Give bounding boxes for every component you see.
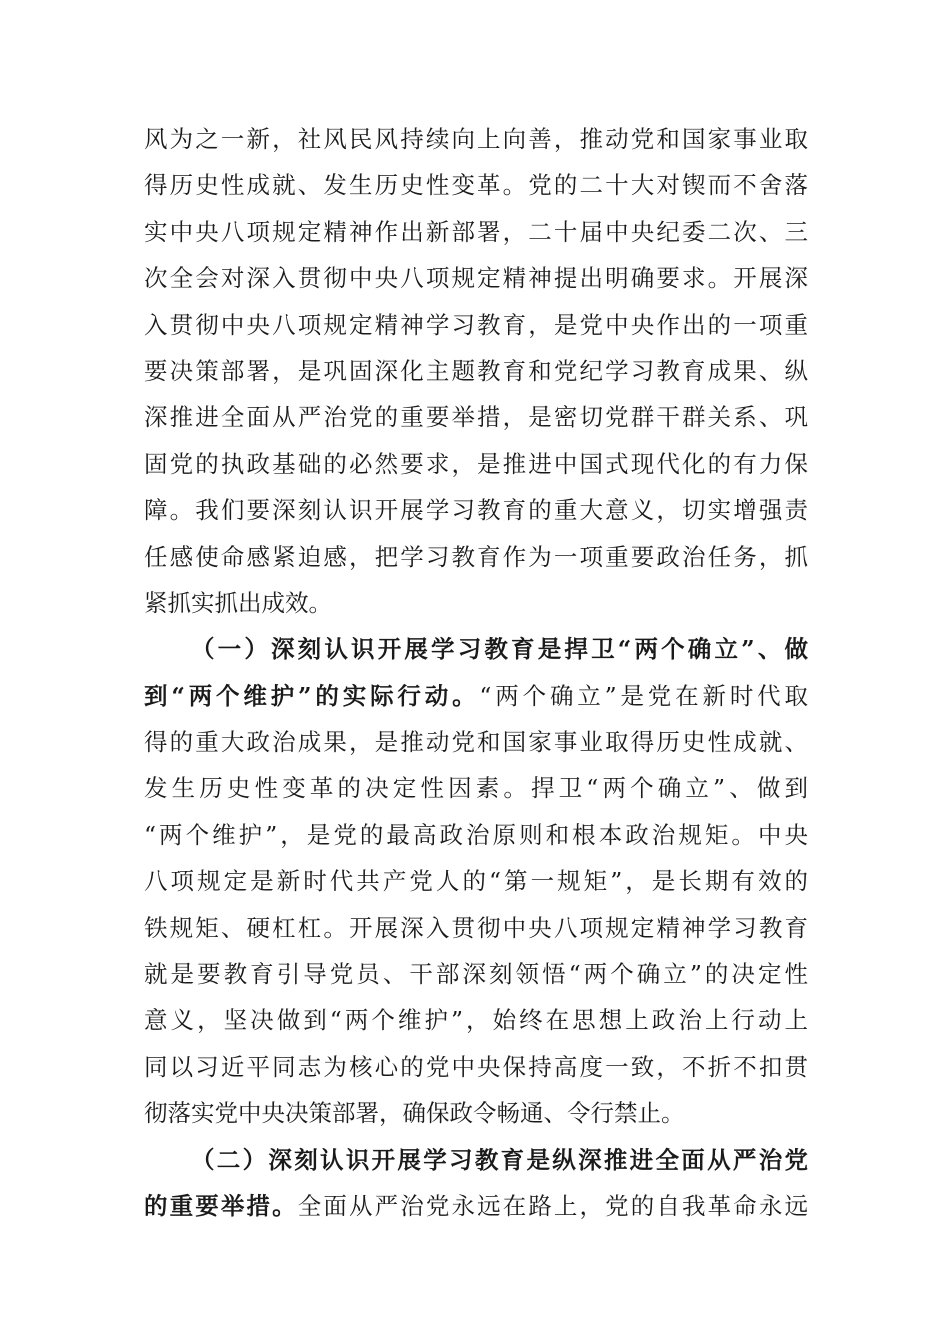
text-line: 紧抓实抓出成效。 <box>144 588 332 617</box>
section-one <box>144 626 808 1136</box>
text-line: 八项规定是新时代共产党人的“第一规矩”，是长期有效的 <box>144 867 808 896</box>
section-heading: （二）深刻认识开展学习教育是纵深推进全面从严治党 <box>191 1145 808 1174</box>
text-line: 铁规矩、硬杠杠。开展深入贯彻中央八项规定精神学习教育 <box>144 913 808 942</box>
section-text: “两个确立”是党在新时代取 <box>479 681 808 710</box>
text-line: 任感使命感紧迫感，把学习教育作为一项重要政治任务，抓 <box>144 542 808 571</box>
text-line: 得历史性成就、发生历史性变革。党的二十大对锲而不舍落 <box>144 171 808 200</box>
section-two <box>144 1137 808 1230</box>
text-line: 次全会对深入贯彻中央八项规定精神提出明确要求。开展深 <box>144 264 808 293</box>
text-line: 发生历史性变革的决定性因素。捍卫“两个确立”、做到 <box>144 774 808 803</box>
text-line: 固党的执政基础的必然要求，是推进中国式现代化的有力保 <box>144 449 808 478</box>
text-line <box>144 1183 808 1229</box>
text-line: 同以习近平同志为核心的党中央保持高度一致，不折不扣贯 <box>144 1052 808 1081</box>
text-line: 要决策部署，是巩固深化主题教育和党纪学习教育成果、纵 <box>144 356 808 385</box>
section-heading: （一）深刻认识开展学习教育是捍卫“两个确立”、做 <box>191 635 808 664</box>
document-body <box>144 116 808 1229</box>
text-line: 彻落实党中央决策部署，确保政令畅通、令行禁止。 <box>144 1099 685 1128</box>
section-heading-end: 的重要举措。 <box>144 1191 298 1220</box>
text-line: 实中央八项规定精神作出新部署，二十届中央纪委二次、三 <box>144 217 808 246</box>
text-line: 深推进全面从严治党的重要举措，是密切党群干群关系、巩 <box>144 403 808 432</box>
paragraph-intro <box>144 116 808 626</box>
text-line: 得的重大政治成果，是推动党和国家事业取得历史性成就、 <box>144 728 808 757</box>
text-line <box>144 673 808 719</box>
text-line: 意义，坚决做到“两个维护”，始终在思想上政治上行动上 <box>144 1006 808 1035</box>
text-line: 入贯彻中央八项规定精神学习教育，是党中央作出的一项重 <box>144 310 808 339</box>
text-line: 就是要教育引导党员、干部深刻领悟“两个确立”的决定性 <box>144 960 808 989</box>
text-line: 障。我们要深刻认识开展学习教育的重大意义，切实增强责 <box>144 496 808 525</box>
text-line: “两个维护”，是党的最高政治原则和根本政治规矩。中央 <box>144 820 808 849</box>
text-line: 风为之一新，社风民风持续向上向善，推动党和国家事业取 <box>144 125 808 153</box>
section-heading-end: 到“两个维护”的实际行动。 <box>144 681 480 710</box>
section-text: 全面从严治党永远在路上，党的自我革命永远 <box>297 1191 809 1220</box>
